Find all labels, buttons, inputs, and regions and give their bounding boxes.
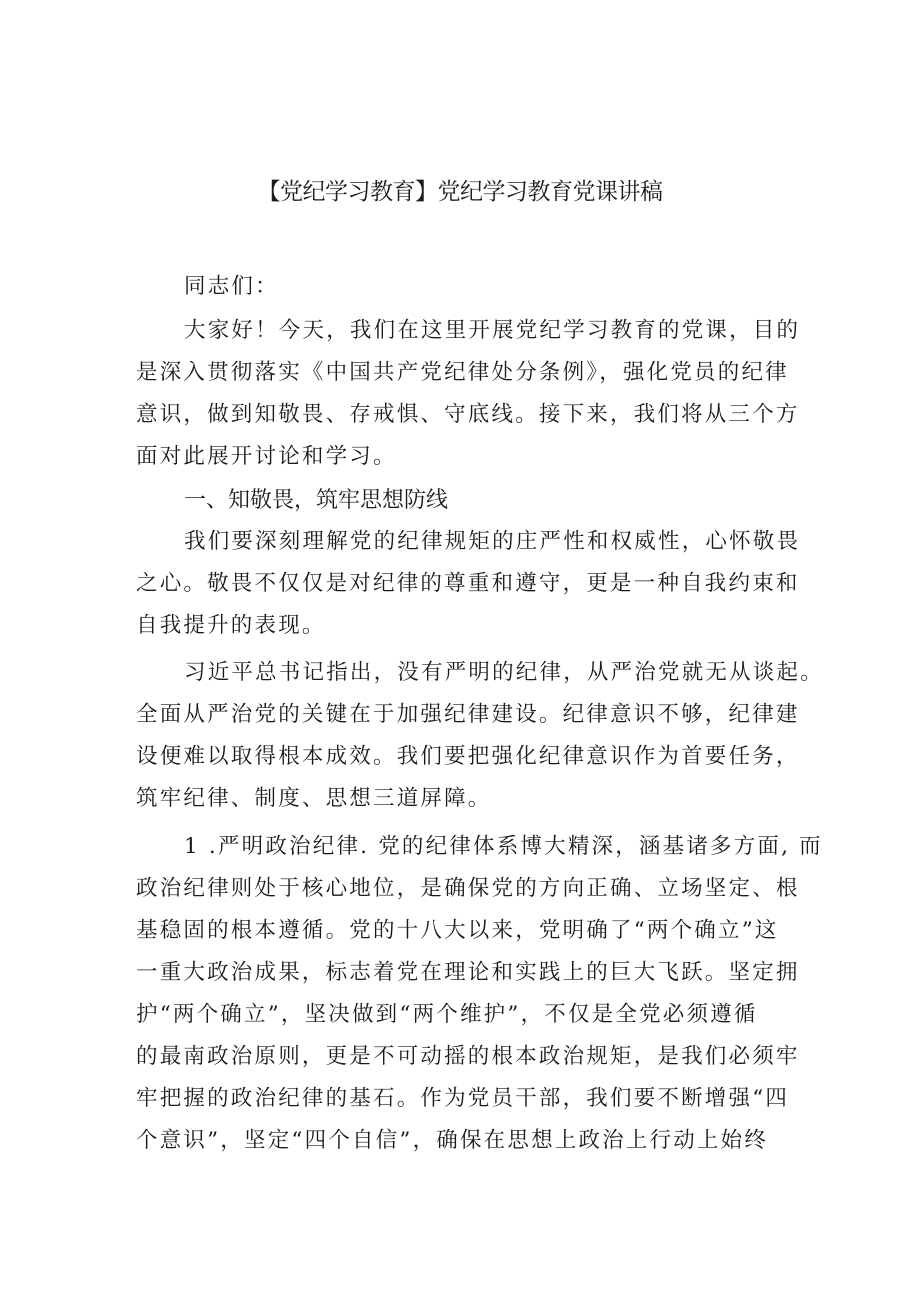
paragraph-political-discipline	[136, 826, 823, 1162]
document-title: 【党纪学习教育】党纪学习教育党课讲稿	[257, 179, 663, 205]
paragraph-line: 1 .严明政治纪律. 党的纪律体系博大精深，涵基诸多方面, 而	[184, 834, 823, 859]
intro-line: 是深入贯彻落实《中国共产党纪律处分条例》，强化党员的纪律	[136, 360, 789, 385]
paragraph-line: 个意识”，坚定“四个自信”，确保在思想上政治上行动上始终	[136, 1128, 769, 1153]
intro-line: 大家好！今天，我们在这里开展党纪学习教育的党课，目的	[184, 318, 801, 343]
paragraph-line: 全面从严治党的关键在于加强纪律建设。纪律意识不够，纪律建	[136, 702, 800, 727]
paragraph-discipline	[136, 652, 824, 820]
paragraph-line: 习近平总书记指出，没有严明的纪律，从严治党就无从谈起。	[184, 660, 824, 685]
intro-paragraph	[136, 310, 801, 478]
paragraph-line: 设便难以取得根本成效。我们要把强化纪律意识作为首要任务，	[136, 744, 800, 769]
section-heading: 一、知敬畏，筑牢思想防线	[184, 488, 449, 513]
paragraph-line: 筑牢纪律、制度、思想三道屏障。	[136, 786, 492, 811]
paragraph-line: 的最南政治原则，更是不可动摇的根本政治规矩，是我们必须牢	[136, 1044, 800, 1069]
paragraph-line: 一重大政治成果，标志着党在理论和实践上的巨大飞跃。坚定拥	[136, 960, 800, 985]
paragraph-line: 自我提升的表现。	[136, 613, 326, 638]
paragraph-reverence	[136, 521, 801, 647]
paragraph-line: 护“两个确立”，坚决做到“两个维护”，不仅是全党必须遵循	[136, 1002, 758, 1027]
salutation: 同志们：	[184, 274, 279, 299]
paragraph-line: 政治纪律则处于核心地位，是确保党的方向正确、立场坚定、根	[136, 876, 800, 901]
intro-line: 意识，做到知敬畏、存戒惧、守底线。接下来，我们将从三个方	[136, 402, 800, 427]
paragraph-line: 牢把握的政治纪律的基石。作为党员干部，我们要不断增强“四	[136, 1086, 790, 1111]
paragraph-line: 我们要深刻理解党的纪律规矩的庄严性和权威性，心怀敬畏	[184, 529, 801, 554]
salutation-block	[136, 266, 788, 308]
paragraph-line: 基稳固的根本遵循。党的十八大以来，党明确了“两个确立”这	[136, 918, 779, 943]
paragraph-line: 之心。敬畏不仅仅是对纪律的尊重和遵守，更是一种自我约束和	[136, 571, 800, 596]
intro-line: 面对此展开讨论和学习。	[136, 444, 397, 469]
